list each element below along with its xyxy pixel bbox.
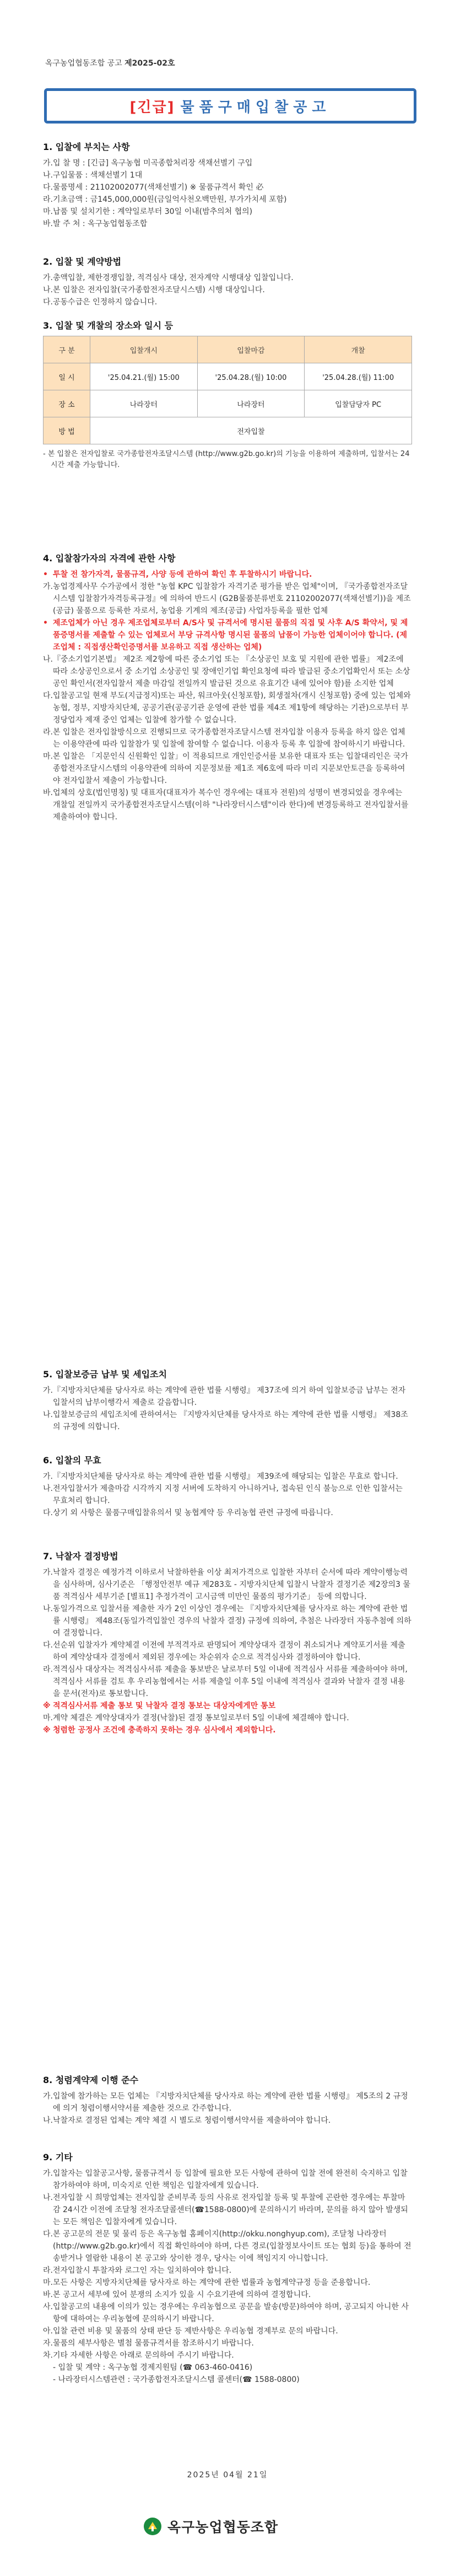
list-item <box>43 653 412 690</box>
table-row <box>44 363 412 390</box>
table-row <box>44 417 412 444</box>
item-marker: 다. <box>43 2230 53 2239</box>
section-6 <box>43 1453 412 1519</box>
item-marker: 가. <box>43 1568 53 1577</box>
list-item <box>43 2289 412 2301</box>
item-marker: 나. <box>43 286 53 294</box>
section-title: 6. 입찰의 무효 <box>43 1455 101 1466</box>
item-text: 본 입찰은 「지문인식 신원확인 입찰」이 적용되므로 개인인증서를 보유한 대표자 또는 입찰대리인은 국가종합전자조달시스템의 이용약관에 의하여 지문정보를 제1조 제6호에 따라 미리 지문보안토큰을 등록하여야 전자입찰서 제출이 가능합니다. <box>53 752 408 785</box>
item-marker: 나. <box>43 1484 53 1493</box>
item-marker: ※ <box>43 1726 51 1735</box>
list-item <box>43 194 412 206</box>
section-title: 4. 입찰참가자의 자격에 관한 사항 <box>43 553 176 564</box>
item-text: 발 주 처 : 옥구농업협동조합 <box>53 219 148 228</box>
table-cell: 나라장터 <box>90 390 198 417</box>
list-item <box>43 617 412 653</box>
list-item <box>43 1471 412 1483</box>
table-header: 입찰개시 <box>90 336 198 363</box>
list-item <box>43 1663 412 1700</box>
item-marker: 라. <box>43 1665 53 1674</box>
section-title: 2. 입찰 및 계약방법 <box>43 256 122 267</box>
list-item <box>43 181 412 194</box>
section-title: 7. 낙찰자 결정방법 <box>43 1551 118 1561</box>
item-marker: 다. <box>43 183 53 192</box>
item-marker: 나. <box>43 1410 53 1419</box>
item-marker: 나. <box>43 1604 53 1613</box>
list-item <box>43 1409 412 1433</box>
list-item <box>43 2115 412 2127</box>
item-marker: 가. <box>43 1472 53 1481</box>
list-item <box>43 750 412 787</box>
item-list <box>43 157 412 230</box>
item-marker: 라. <box>43 2266 53 2275</box>
list-item <box>43 1724 412 1736</box>
item-marker: 마. <box>43 752 53 761</box>
item-list <box>43 1566 412 1736</box>
item-text: 입찰공고일 현재 부도(지급정지)또는 파산, 워크아웃(신청포함), 회생절차(개시 신청포함) 중에 있는 업체와 농협, 정부, 지방자치단체, 공공기관(공공기관 운영에 관한 법률 제4조 제1항에 해당하는 기관)으로부터 부정당업자 제재 중인 업체는 입찰에 참가할 수 없습니다. <box>53 691 411 724</box>
table-cell: '25.04.28.(월) 10:00 <box>197 363 305 390</box>
org-name: 옥구농업협동조합 <box>167 2519 279 2535</box>
table-cell: '25.04.21.(월) 15:00 <box>90 363 198 390</box>
list-item <box>43 296 412 308</box>
item-text: 『지방자치단체를 당사자로 하는 계약에 관한 법률 시행령』 제39조에 해당되는 입찰은 무효로 합니다. <box>53 1472 398 1481</box>
item-text: 납품 및 설치기한 : 계약일로부터 30일 이내(밤추의처 협의) <box>53 207 253 216</box>
list-item <box>43 1700 412 1712</box>
table-row <box>44 390 412 417</box>
item-text: 『중소기업기본법』 제2조 제2항에 따른 중소기업 또는 『소상공인 보호 및 지원에 관한 법률』 제2조에 따라 소상공인으로서 중 소기업 소상공인 및 장애인기업 확인요청에 따라 발급된 중소기업확인서 또는 소상공인 확인서(전자입찰서 제출 마감일 전일까지 발급된 것으로 유효기간 내에 있어야 함)를 소지한 업체 <box>53 655 410 688</box>
table-cell: '25.04.28.(월) 11:00 <box>305 363 412 390</box>
item-marker: 다. <box>43 298 53 307</box>
list-item <box>43 2362 412 2374</box>
section-1 <box>43 140 412 230</box>
item-text: 본 공고문의 전문 및 물리 등은 옥구농협 홈페이지(http://okku.nonghyup.com), 조달청 나라장터(http://www.g2b.go.kr)에서 직접 확인하여야 하며, 다른 경로(입찰정보사이트 또는 협회 등)을 통하여 전송받거나 열람한 내용이 본 공고와 상이한 경우, 당사는 이에 책임지지 아니합니다. <box>53 2230 411 2263</box>
section-title: 9. 기타 <box>43 2152 73 2162</box>
section-title: 3. 입찰 및 개찰의 장소와 일시 등 <box>43 320 174 331</box>
item-list <box>43 1471 412 1519</box>
item-marker: 아. <box>43 2327 53 2336</box>
section-9 <box>43 2150 412 2386</box>
item-text: 입찰자는 입찰공고사항, 물품규격서 등 입찰에 필요한 모든 사항에 관하여 입찰 전에 완전히 숙지하고 입찰 참가하여야 하며, 미숙지로 인한 책임은 입찰자에게 있습니다. <box>53 2169 408 2190</box>
list-item <box>43 1639 412 1663</box>
item-text: 구입물품 : 색채선별기 1대 <box>53 171 143 180</box>
item-text: 농업경제사무 수가공에서 정한 "농협 KPC 입찰참가 자격기준 평가를 받은 업체"이며, 『국가종합전자조달시스템 입찰참가자격등록규정』에 의하여 반드시 (G2B물품분류번호 21102002077(색채선별기))을 제조(공급) 물품으로 등록한 자로서, 농업용 기계의 제조(공급) 사업자등록을 필한 업체 <box>53 582 411 615</box>
item-list <box>43 1384 412 1433</box>
table-cell: 전자입찰 <box>90 417 412 444</box>
table-cell: 입찰담당자 PC <box>305 390 412 417</box>
item-text: 전자입찰서가 제출마감 시각까지 지정 서버에 도착하지 아니하거나, 접속된 인식 불능으로 인한 입찰서는 무효처리 합니다. <box>53 1484 403 1505</box>
list-item <box>43 568 412 581</box>
list-item <box>43 272 412 284</box>
notice-id: 제2025-02호 <box>124 59 175 68</box>
item-marker: 나. <box>43 2116 53 2125</box>
row-label: 일 시 <box>44 363 90 390</box>
item-marker: 가. <box>43 2169 53 2178</box>
item-text: 입찰보증금의 세입조치에 관하여서는 『지방자치단체를 당사자로 하는 계약에 관한 법률 시행령』 제38조의 규정에 의합니다. <box>53 1410 408 1431</box>
list-item <box>43 2301 412 2325</box>
item-text: 상기 외 사항은 물품구매입찰유의서 및 농협계약 등 우리농협 관련 규정에 따릅니다. <box>53 1509 333 1517</box>
table-cell: 나라장터 <box>197 390 305 417</box>
item-text: 입찰 관련 비용 및 물품의 상태 판단 등 제반사항은 우리농협 경제부로 문의 바랍니다. <box>53 2327 338 2336</box>
item-text: 적격심사 대상자는 적격심사서류 제출을 통보받은 날로부터 5일 이내에 적격심사 서류를 제출하여야 하며, 적격심사 서류를 검토 후 우리농협에서는 서류 제출일 이후 5일 이내에 적격심사 결과와 낙찰자 결정 내용을 문서(전자)로 통보합니다. <box>53 1665 408 1698</box>
list-item <box>43 2264 412 2277</box>
item-marker: 가. <box>43 159 53 168</box>
item-text: 전자입찰시 투찰자와 로그인 자는 일치하여야 합니다. <box>53 2266 232 2275</box>
item-text: 입찰공고의 내용에 이의가 있는 경우에는 우리농협으로 공문을 발송(방문)하여야 하며, 공고되지 아니한 사항에 대하여는 우리농협에 문의하시기 바랍니다. <box>53 2303 409 2323</box>
item-text: 낙찰자 결정은 예정가격 이하로서 낙찰하한율 이상 최저가격으로 입찰한 자부터 순서에 따라 계약이행능력을 심사하며, 심사기준은 「행정안전부 예규 제283호 - 지방자치단체 입찰시 낙찰자 결정기준 제2장의3 물품 적격심사 세부기준 [별표1] 추정가격이 고시금액 미만인 물품의 평가기준」 등에 의합니다. <box>53 1568 410 1601</box>
item-text: 입 찰 명 : [긴급] 옥구농협 미곡종합처리장 색채선별기 구입 <box>53 159 253 168</box>
list-item <box>43 2192 412 2228</box>
list-item <box>43 1384 412 1409</box>
section-title: 8. 청렴계약제 이행 준수 <box>43 2075 139 2085</box>
item-text: 모든 사항은 지방자치단체를 당사자로 하는 계약에 관한 법률과 농협계약규정 등을 준용합니다. <box>53 2278 371 2287</box>
item-marker: 다. <box>43 1641 53 1650</box>
notice-number <box>45 57 175 68</box>
row-label: 방 법 <box>44 417 90 444</box>
item-marker: 바. <box>43 2290 53 2299</box>
list-item <box>43 2337 412 2349</box>
item-text: 『지방자치단체를 당사자로 하는 계약에 관한 법률 시행령』 제37조에 의거 하여 입찰보증금 납부는 전자입찰서의 납부이행각서 제출로 갈음합니다. <box>53 1386 406 1407</box>
item-marker: 다. <box>43 1509 53 1517</box>
item-text: 계약 체결은 계약상대자가 결정(낙찰)된 결정 통보일로부터 5일 이내에 체결해야 합니다. <box>53 1714 349 1722</box>
item-marker: 마. <box>43 1714 53 1722</box>
list-item <box>43 218 412 230</box>
section-7 <box>43 1549 412 1736</box>
item-marker: 차. <box>43 2351 53 2360</box>
item-marker: 마. <box>43 2278 53 2287</box>
item-marker: 나. <box>43 655 53 664</box>
item-text: 동일가격으로 입찰서를 제출한 자가 2인 이상인 경우에는 『지방자치단체를 당사자로 하는 계약에 관한 법률 시행령』 제48조(동일가격입찰인 경우의 낙찰자 결정) 규정에 의하여, 추첨은 나라장터 자동추첨에 의하여 결정합니다. <box>53 1604 411 1638</box>
item-text: 낙찰자로 결정된 업체는 계약 체결 시 별도로 청렴이행서약서를 제출하여야 합니다. <box>53 2116 331 2125</box>
notice-prefix: 옥구농업협동조합 공고 <box>45 59 122 68</box>
list-item <box>43 2090 412 2115</box>
section-title: 1. 입찰에 부치는 사항 <box>43 142 130 152</box>
item-marker: • <box>43 570 48 579</box>
item-text: 본 입찰은 전자입찰(국가종합전자조달시스템) 시행 대상입니다. <box>53 286 265 294</box>
row-label: 장 소 <box>44 390 90 417</box>
section-8 <box>43 2073 412 2127</box>
item-list <box>43 568 412 823</box>
section-3 <box>43 319 412 471</box>
list-item <box>43 1603 412 1639</box>
section-2 <box>43 255 412 308</box>
item-marker: 가. <box>43 273 53 282</box>
item-marker: 나. <box>43 2193 53 2202</box>
list-item <box>43 2349 412 2362</box>
list-item <box>43 157 412 169</box>
item-marker: 마. <box>43 207 53 216</box>
list-item <box>43 1712 412 1724</box>
item-text: 선순위 입찰자가 계약체결 이전에 부적격자로 판명되어 계약상대자 결정이 취소되거나 계약포기서를 제출하여 계약상대자 결정에서 제외된 경우에는 차순위자 순으로 적격심사와 결정하여야 합니다. <box>53 1641 405 1662</box>
item-text: - 나라장터시스템관련 : 국가종합전자조달시스템 콜센터(☎ 1588-0800) <box>53 2375 300 2384</box>
title-urgent-tag: [긴급] <box>129 99 175 116</box>
table-header: 개찰 <box>305 336 412 363</box>
item-marker: 사. <box>43 2303 53 2311</box>
list-item <box>43 206 412 218</box>
item-marker: 바. <box>43 219 53 228</box>
announcement-date: 2025년 04월 21일 <box>187 2471 268 2480</box>
table-header: 구 분 <box>44 336 90 363</box>
item-marker: 라. <box>43 728 53 737</box>
section-4 <box>43 551 412 823</box>
title-banner <box>44 88 416 124</box>
item-text: 입찰에 참가하는 모든 업체는 『지방자치단체를 당사자로 하는 계약에 관한 법률 시행령』 제5조의 2 규정에 의거 청렴이행서약서를 제출한 것으로 간주합니다. <box>53 2092 408 2113</box>
list-item <box>43 2325 412 2337</box>
list-item <box>43 1507 412 1519</box>
item-text: - 입찰 및 계약 : 옥구농협 경제지원팀 (☎ 063-460-0416) <box>53 2363 253 2372</box>
item-text: 전자입찰 시 희망업체는 전자입찰 준비부족 등의 사유로 전자입찰 등록 및 투찰에 곤란한 경우에는 투찰마감 24시간 이전에 조달청 전자조달콜센터(☎1588-0800)에 문의하시기 바라며, 문의를 하지 않아 발생되는 모든 책임은 입찰자에게 있습니다. <box>53 2193 408 2226</box>
org-logo <box>143 2514 312 2539</box>
list-item <box>43 169 412 181</box>
nonghyup-logo-icon <box>143 2517 162 2536</box>
item-marker: • <box>43 619 48 627</box>
item-text: 본 공고서 세부에 있어 분쟁의 소지가 있을 시 수요기관에 의하여 결정합니다. <box>53 2290 311 2299</box>
item-text: 청렴한 공정사 조건에 충족하지 못하는 경우 심사에서 제외합니다. <box>53 1726 276 1735</box>
item-text: 기초금액 : 금145,000,000원(금일억사천오백만원, 부가가치세 포함) <box>53 195 287 204</box>
list-item <box>43 690 412 726</box>
item-text: 본 입찰은 전자입찰방식으로 진행되므로 국가종합전자조달시스템 전자입찰 이용자 등록을 하지 않은 업체는 이용약관에 따라 입찰참가 및 입찰에 참여할 수 없습니다. 이용자 등록 후 입찰에 참여하시기 바랍니다. <box>53 728 405 749</box>
schedule-note: - 본 입찰은 전자입찰로 국가종합전자조달시스템 (http://www.g2b.go.kr)의 기능을 이용하여 제출하며, 입찰서는 24시간 제출 가능합니다. <box>43 450 410 469</box>
list-item <box>43 1566 412 1603</box>
item-text: 투찰 전 참가자격, 물품규격, 사양 등에 관하여 확인 후 투찰하시기 바랍니다. <box>53 570 312 579</box>
item-text: 기타 자세한 사항은 아래로 문의하여 주시기 바랍니다. <box>53 2351 234 2360</box>
list-item <box>43 2277 412 2289</box>
table-header: 입찰마감 <box>197 336 305 363</box>
item-text: 총액입찰, 제한경쟁입찰, 적격심사 대상, 전자계약 시행대상 입찰입니다. <box>53 273 294 282</box>
list-item <box>43 1483 412 1507</box>
item-marker: 다. <box>43 691 53 700</box>
item-text: 업체의 상호(법인명칭) 및 대표자(대표자가 복수인 경우에는 대표자 전원)의 성명이 변경되었을 경우에는 개찰일 전일까지 국가종합전자조달시스템(이하 "나라장터시스템"이라 한다)에 변경등록하고 전자입찰서를 제출하여야 합니다. <box>53 788 409 822</box>
list-item <box>43 581 412 617</box>
item-marker: 가. <box>43 1386 53 1395</box>
item-text: 적격심사서류 제출 통보 및 낙찰자 결정 통보는 대상자에게만 통보 <box>53 1702 276 1710</box>
list-item <box>43 284 412 296</box>
item-marker: 나. <box>43 171 53 180</box>
item-list <box>43 2090 412 2127</box>
item-marker: 가. <box>43 582 53 591</box>
list-item <box>43 2228 412 2264</box>
page-title: 물품구매입찰공고 <box>180 99 331 116</box>
item-text: 물품의 세부사항은 별첨 물품규격서를 참조하시기 바랍니다. <box>53 2339 254 2348</box>
item-marker: ※ <box>43 1702 51 1710</box>
item-list <box>43 272 412 308</box>
item-marker: 자. <box>43 2339 53 2348</box>
list-item <box>43 2167 412 2192</box>
item-text: 제조업체가 아닌 경우 제조업체로부터 A/S사 및 규격서에 명시된 물품의 직접 및 사후 A/S 확약서, 및 제품증명서를 제출할 수 있는 업체로서 부당 규격사항 명시된 물품의 납품이 가능한 업체이어야 합니다. (제조업체 : 직접생산확인증명서를 보유하고 직접 생산하는 업체) <box>53 619 408 652</box>
item-marker: 가. <box>43 2092 53 2101</box>
list-item <box>43 726 412 750</box>
item-marker: 바. <box>43 788 53 797</box>
item-marker: 라. <box>43 195 53 204</box>
list-item <box>43 2374 412 2386</box>
item-text: 물품명세 : 21102002077(색채선별기) ※ 물품규격서 확인 必 <box>53 183 264 192</box>
list-item <box>43 787 412 823</box>
item-list <box>43 2167 412 2386</box>
section-5 <box>43 1367 412 1433</box>
section-title: 5. 입찰보증금 납부 및 세입조치 <box>43 1369 167 1380</box>
schedule-table <box>43 336 412 444</box>
item-text: 공동수급은 인정하지 않습니다. <box>53 298 158 307</box>
